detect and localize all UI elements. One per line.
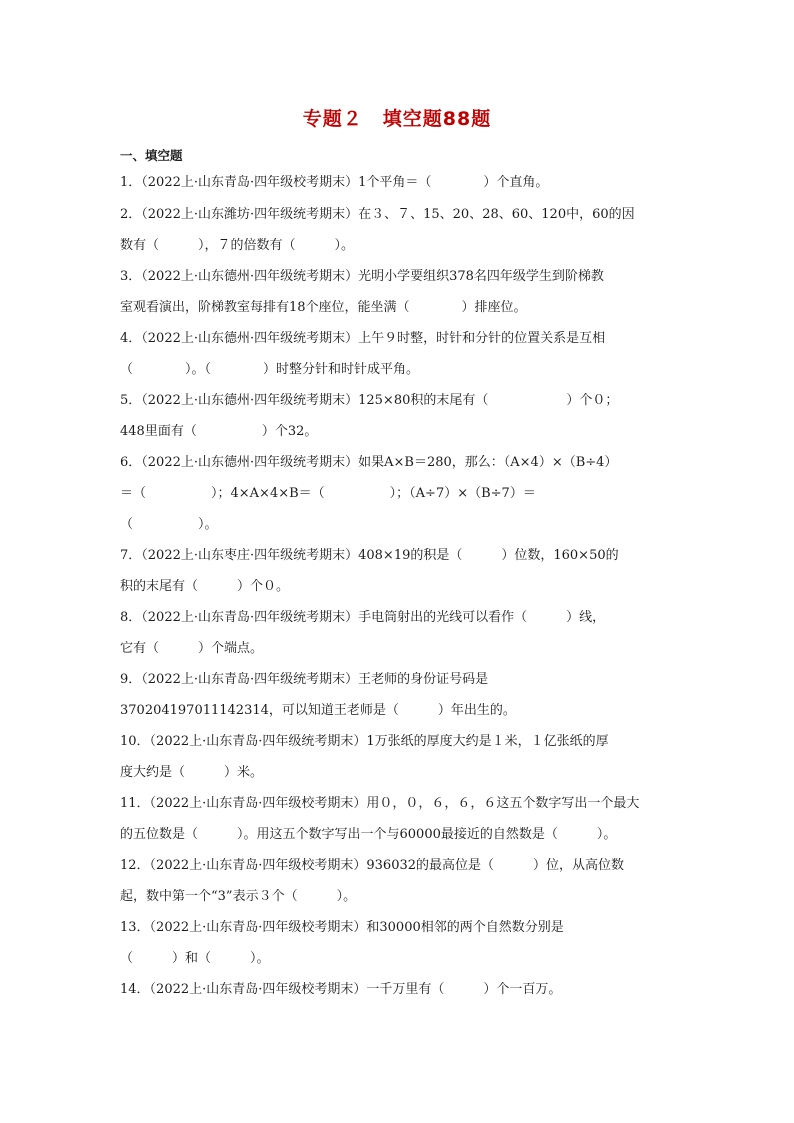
question-line: 起，数中第一个“3”表示３个（ ）。 <box>120 889 357 904</box>
question-line: 14．（2022上·山东青岛·四年级校考期末）一千万里有（ ）个一百万。 <box>120 982 562 997</box>
question-line: 4．（2022上·山东德州·四年级统考期末）上午９时整，时针和分针的位置关系是互相 <box>120 331 606 346</box>
question-line: 8．（2022上·山东青岛·四年级统考期末）手电筒射出的光线可以看作（ ）线， <box>120 610 606 625</box>
question-line: 5．（2022上·山东德州·四年级统考期末）125×80积的末尾有（ ）个０； <box>120 393 619 408</box>
question-line: 室观看演出，阶梯教室每排有18个座位，能坐满（ ）排座位。 <box>120 300 527 315</box>
question-line: 370204197011142314，可以知道王老师是（ ）年出生的。 <box>120 703 516 718</box>
question-line: 2．（2022上·山东潍坊·四年级统考期末）在３、７、15、20、28、60、120中，60的因 <box>120 207 635 222</box>
question-line: 的五位数是（ ）。用这五个数字写出一个与60000最接近的自然数是（ ）。 <box>120 827 617 842</box>
question-line: 度大约是（ ）米。 <box>120 765 264 780</box>
question-line: 3．（2022上·山东德州·四年级统考期末）光明小学要组织378名四年级学生到阶梯教 <box>120 269 604 284</box>
question-line: 积的末尾有（ ）个０。 <box>120 579 290 594</box>
question-line: 7．（2022上·山东枣庄·四年级统考期末）408×19的积是（ ）位数，160×50的 <box>120 548 619 563</box>
section-heading: 一、填空题 <box>120 148 183 163</box>
page-title: 专题２ 填空题88题 <box>302 108 492 130</box>
question-line: （ ）和（ ）。 <box>120 951 270 966</box>
question-line: 1．（2022上·山东青岛·四年级校考期末）1个平角＝（ ）个直角。 <box>120 175 549 190</box>
question-line: 它有（ ）个端点。 <box>120 641 264 656</box>
question-line: 10．（2022上·山东青岛·四年级统考期末）1万张纸的厚度大约是１米，１亿张纸的厚 <box>120 734 609 749</box>
question-line: 11．（2022上·山东青岛·四年级校考期末）用０，０，６，６，６这五个数字写出一个最大 <box>120 796 640 811</box>
question-line: 13．（2022上·山东青岛·四年级校考期末）和30000相邻的两个自然数分别是 <box>120 920 564 935</box>
question-line: 9．（2022上·山东青岛·四年级统考期末）王老师的身份证号码是 <box>120 672 489 687</box>
question-line: （ ）。（ ）时整分针和时针成平角。 <box>120 362 420 377</box>
question-line: （ ）。 <box>120 517 218 532</box>
question-line: ＝（ ）；4×A×4×B＝（ ）；（A÷7）×（B÷7）＝ <box>120 486 536 501</box>
question-line: 448里面有（ ）个32。 <box>120 424 318 439</box>
question-line: 6．（2022上·山东德州·四年级统考期末）如果A×B＝280，那么：（A×4）×（B÷4） <box>120 455 618 470</box>
question-line: 12．（2022上·山东青岛·四年级校考期末）936032的最高位是（ ）位，从高位数 <box>120 858 625 873</box>
question-line: 数有（ ），７的倍数有（ ）。 <box>120 238 355 253</box>
